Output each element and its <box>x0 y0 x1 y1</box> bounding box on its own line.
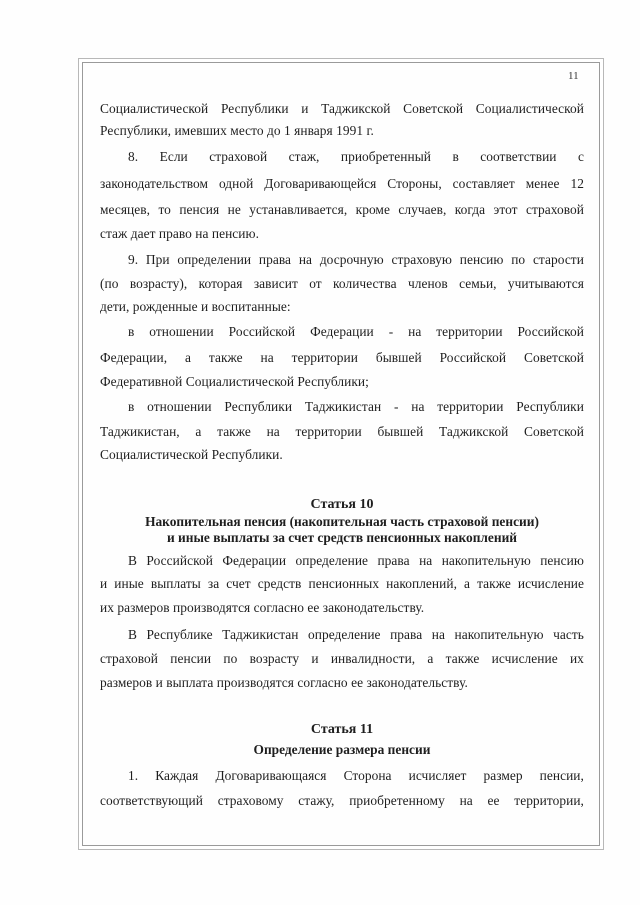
paragraph-9-rf-line: в отношении Российской Федерации - на территории Российской <box>128 324 584 339</box>
paragraph-8-line: месяцев, то пенсия не устанавливается, кроме случаев, когда этот страховой <box>100 202 584 217</box>
article-10-title: Статья 10 <box>310 497 374 512</box>
article-10-paragraph-line: размеров и выплата производятся согласно ее законодательству. <box>100 675 468 690</box>
article-11-paragraph-line: 1. Каждая Договаривающаяся Сторона исчисляет размер пенсии, <box>128 768 584 783</box>
article-10-paragraph-line: их размеров производятся согласно ее законодательству. <box>100 600 425 615</box>
paragraph-9-tj-line: Таджикистан, а также на территории бывшей Таджикской Советской <box>100 424 584 439</box>
paragraph-9-tj-line: в отношении Республики Таджикистан - на территории Республики <box>128 399 584 414</box>
paragraph-8-line: 8. Если страховой стаж, приобретенный в соответствии с <box>128 149 584 164</box>
article-10-subtitle: и иные выплаты за счет средств пенсионных накоплений <box>166 530 518 545</box>
page-number: 11 <box>568 70 579 82</box>
paragraph-9-line: 9. При определении права на досрочную страховую пенсию по старости <box>128 252 584 267</box>
article-10-paragraph-line: В Республике Таджикистан определение права на накопительную часть <box>128 627 584 642</box>
text-line: Республики, имевших место до 1 января 1991 г. <box>100 123 374 138</box>
article-10-paragraph-line: В Российской Федерации определение права на накопительную пенсию <box>128 553 584 568</box>
paragraph-9-tj-line: Социалистической Республики. <box>100 447 283 462</box>
paragraph-8-line: стаж дает право на пенсию. <box>100 226 259 241</box>
article-10-subtitle: Накопительная пенсия (накопительная часть страховой пенсии) <box>145 514 539 529</box>
article-10-paragraph-line: и иные выплаты за счет средств пенсионных накоплений, а также исчисление <box>100 576 584 591</box>
paragraph-9-line: (по возрасту), которая зависит от количества членов семьи, учитываются <box>100 276 584 291</box>
text-line: Социалистической Республики и Таджикской Советской Социалистической <box>100 101 584 116</box>
article-10-paragraph-line: страховой пенсии по возрасту и инвалидности, а также исчисление их <box>100 651 584 666</box>
article-11-paragraph-line: соответствующий страховому стажу, приобретенному на ее территории, <box>100 793 584 808</box>
paragraph-9-rf-line: Федерации, а также на территории бывшей Российской Советской <box>100 350 584 365</box>
paragraph-9-rf-line: Федеративной Социалистической Республики; <box>100 374 369 389</box>
paragraph-8-line: законодательством одной Договаривающейся Стороны, составляет менее 12 <box>100 176 584 191</box>
article-11-title: Статья 11 <box>310 722 374 737</box>
paragraph-9-line: дети, рожденные и воспитанные: <box>100 299 291 314</box>
article-11-subtitle: Определение размера пенсии <box>253 742 431 757</box>
